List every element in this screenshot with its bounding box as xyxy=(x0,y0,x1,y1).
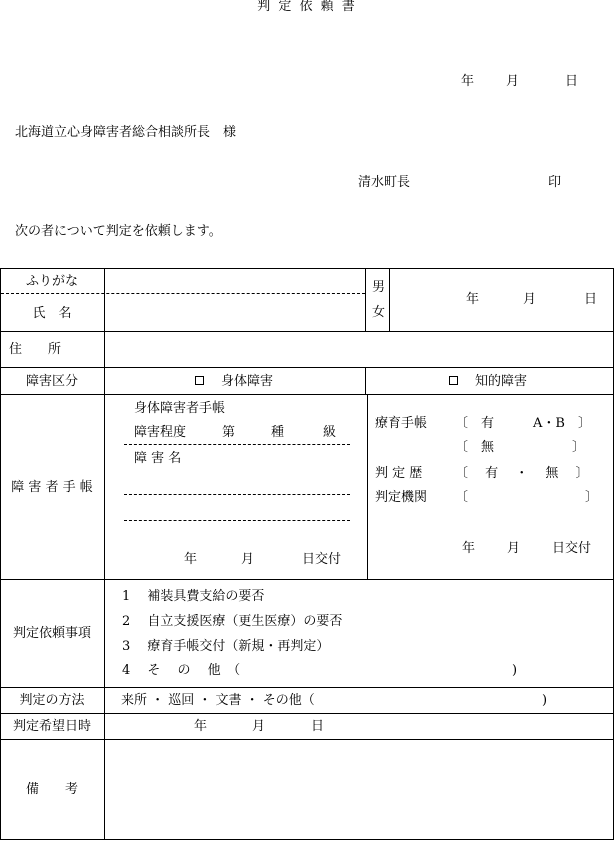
request-item-4[interactable]: 4 そ の 他 （ xyxy=(122,663,241,678)
birth-month-label: 月 xyxy=(523,292,537,307)
date-day-label: 日 xyxy=(565,74,579,89)
remarks-label: 備 考 xyxy=(25,782,78,797)
ryoiku-none-option[interactable]: 〔 無 〕 xyxy=(455,440,586,455)
ryoiku-issue-month: 月 xyxy=(507,541,521,556)
request-item-1[interactable]: 1 補装具費支給の要否 xyxy=(122,589,265,604)
handbook-issue-day: 日交付 xyxy=(302,552,342,567)
judgment-history-label: 判 定 歴 xyxy=(375,466,423,481)
document-title: 判 定 依 頼 書 xyxy=(257,0,357,14)
disability-name-label: 障 害 名 xyxy=(134,451,182,466)
desired-date-label: 判定希望日時 xyxy=(12,719,91,734)
method-label: 判定の方法 xyxy=(19,693,85,708)
ryoiku-issue-day: 日交付 xyxy=(552,541,592,556)
physical-option-label: 身体障害 xyxy=(221,374,274,389)
request-items-label: 判定依頼事項 xyxy=(12,626,91,641)
desired-date-month: 月 xyxy=(252,719,266,734)
request-item-4-close: ) xyxy=(512,663,518,678)
physical-checkbox[interactable] xyxy=(195,376,204,385)
judgment-history-value[interactable]: 〔 有 ・ 無 〕 xyxy=(455,466,589,481)
handbook-label: 障 害 者 手 帳 xyxy=(11,480,93,495)
furigana-field[interactable] xyxy=(106,270,364,292)
name-label: 氏 名 xyxy=(32,306,72,321)
date-month-label: 月 xyxy=(506,74,520,89)
birth-year-label: 年 xyxy=(466,292,480,307)
name-field[interactable] xyxy=(106,296,364,330)
address-label: 住 所 xyxy=(9,342,62,357)
remarks-field[interactable] xyxy=(106,741,612,838)
degree-kind: 種 xyxy=(271,425,285,440)
ryoiku-handbook-label: 療育手帳 xyxy=(375,416,428,431)
sender: 清水町長 xyxy=(358,175,411,190)
request-item-2[interactable]: 2 自立支援医療（更生医療）の要否 xyxy=(122,614,343,629)
furigana-label: ふりがな xyxy=(25,274,78,289)
handbook-issue-month: 月 xyxy=(241,552,255,567)
date-year-label: 年 xyxy=(461,74,475,89)
physical-handbook-title: 身体障害者手帳 xyxy=(134,401,226,416)
desired-date-year: 年 xyxy=(194,719,208,734)
degree-label: 障害程度 xyxy=(134,425,187,440)
method-options-close: ) xyxy=(542,693,548,708)
seal-mark: 印 xyxy=(548,175,562,190)
degree-dai: 第 xyxy=(222,425,236,440)
judgment-agency-value[interactable]: 〔 〕 xyxy=(455,490,599,505)
intellectual-option-label: 知的障害 xyxy=(475,374,528,389)
address-field[interactable] xyxy=(106,333,612,366)
desired-date-day: 日 xyxy=(311,719,325,734)
request-item-3[interactable]: 3 療育手帳交付（新規・再判定） xyxy=(122,639,330,654)
intro-text: 次の者について判定を依頼します。 xyxy=(15,224,222,239)
degree-grade: 級 xyxy=(323,425,337,440)
sex-male-option[interactable]: 男 xyxy=(372,280,386,295)
addressee: 北海道立心身障害者総合相談所長 様 xyxy=(15,125,237,140)
method-options[interactable]: 来所 ・ 巡回 ・ 文書 ・ その他（ xyxy=(121,693,315,708)
judgment-agency-label: 判定機関 xyxy=(375,490,428,505)
handbook-issue-year: 年 xyxy=(184,552,198,567)
sex-female-option[interactable]: 女 xyxy=(372,305,386,320)
ryoiku-issue-year: 年 xyxy=(462,541,476,556)
birth-day-label: 日 xyxy=(584,292,598,307)
intellectual-checkbox[interactable] xyxy=(449,376,458,385)
disability-type-label: 障害区分 xyxy=(25,374,78,389)
ryoiku-has-option[interactable]: 〔 有 A・B 〕 xyxy=(455,416,591,431)
